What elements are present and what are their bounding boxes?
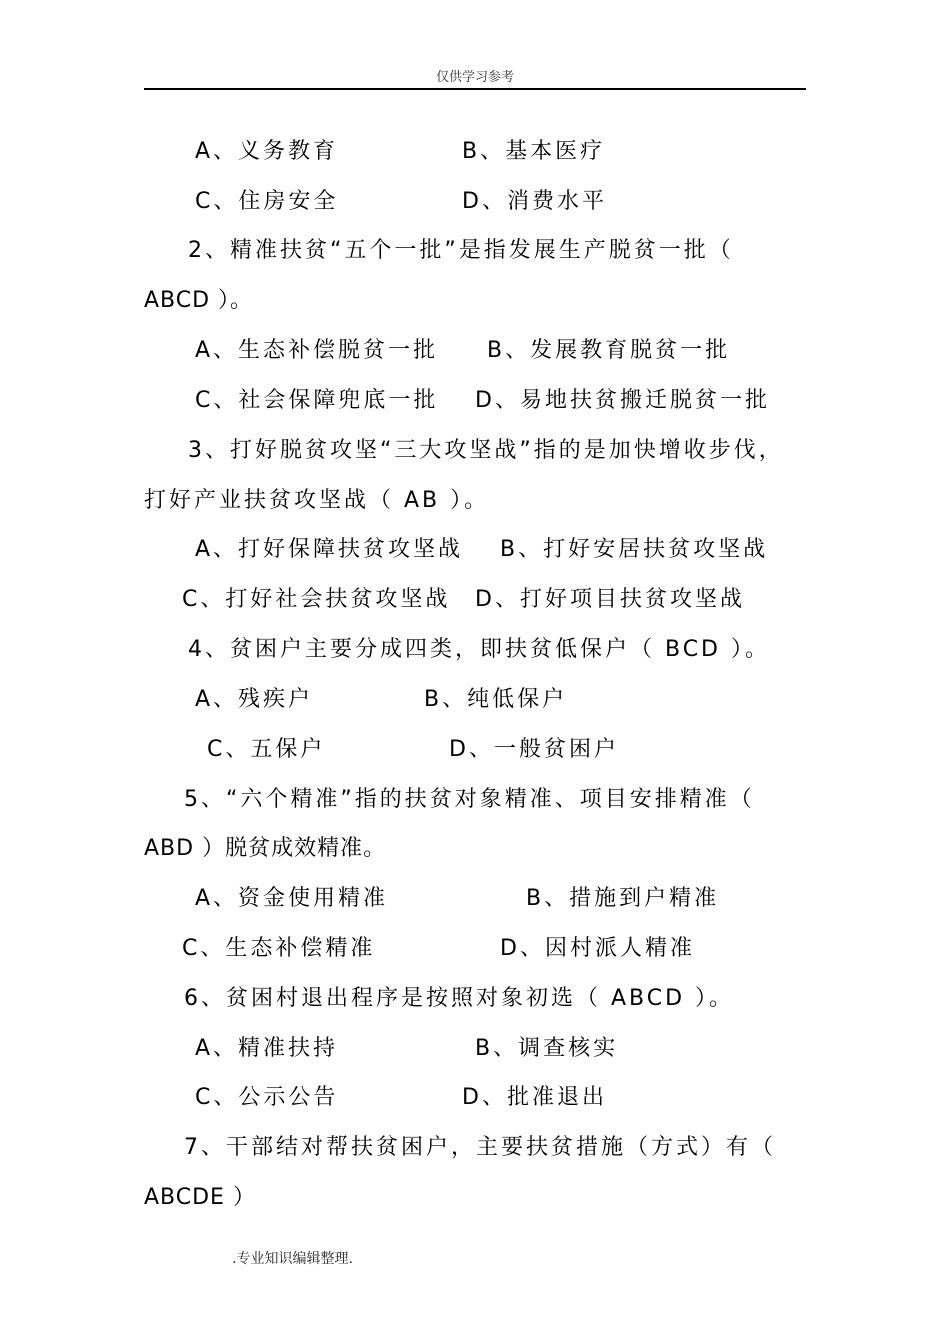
- q3-option-b: B、打好安居扶贫攻坚战: [500, 537, 769, 562]
- q3-stem: 3、打好脱贫攻坚“三大攻坚战”指的是加快增收步伐，: [188, 438, 784, 463]
- q2-option-d: D、易地扶贫搬迁脱贫一批: [475, 388, 770, 413]
- q5-stem: 5、“六个精准”指的扶贫对象精准、项目安排精准（: [184, 787, 755, 812]
- q2-option-c: C、社会保障兜底一批: [195, 388, 439, 413]
- q3-continuation: 打好产业扶贫攻坚战（ AB ）。: [144, 488, 490, 513]
- q6-option-b: B、调查核实: [475, 1036, 619, 1061]
- q1-option-d: D、消费水平: [462, 189, 607, 214]
- q4-stem: 4、贫困户主要分成四类，即扶贫低保户（ BCD ）。: [188, 637, 770, 662]
- q3-option-a: A、打好保障扶贫攻坚战: [195, 537, 464, 562]
- q4-option-b: B、纯低保户: [424, 687, 568, 712]
- q1-option-b: B、基本医疗: [462, 139, 606, 164]
- q5-option-c: C、生态补偿精准: [182, 936, 376, 961]
- q3-option-c: C、打好社会扶贫攻坚战: [182, 587, 451, 612]
- q7-stem: 7、干部结对帮扶贫困户，主要扶贫措施（方式）有（: [184, 1135, 776, 1160]
- q6-option-d: D、批准退出: [462, 1085, 607, 1110]
- q4-option-c: C、五保户: [207, 737, 326, 762]
- q4-option-a: A、残疾户: [195, 687, 314, 712]
- q2-stem: 2、精准扶贫“五个一批”是指发展生产脱贫一批（: [188, 238, 734, 263]
- q1-option-c: C、住房安全: [195, 189, 339, 214]
- q6-option-a: A、精准扶持: [195, 1036, 339, 1061]
- q2-option-a: A、生态补偿脱贫一批: [195, 338, 439, 363]
- q3-option-d: D、打好项目扶贫攻坚战: [475, 587, 745, 612]
- q2-continuation: ABCD ）。: [144, 288, 254, 313]
- page-footer: .专业知识编辑整理.: [232, 1251, 353, 1267]
- q6-stem: 6、贫困村退出程序是按照对象初选（ ABCD ）。: [184, 986, 735, 1011]
- q4-option-d: D、一般贫困户: [449, 737, 619, 762]
- page-header: [144, 64, 806, 90]
- q5-option-d: D、因村派人精准: [500, 936, 695, 961]
- q2-option-b: B、发展教育脱贫一批: [487, 338, 731, 363]
- q5-option-b: B、措施到户精准: [526, 886, 720, 911]
- q5-continuation: ABD ）脱贫成效精准。: [144, 836, 387, 861]
- header-text: 仅供学习参考: [435, 70, 514, 85]
- q7-continuation: ABCDE ）: [144, 1185, 256, 1210]
- q1-option-a: A、义务教育: [195, 139, 339, 164]
- q6-option-c: C、公示公告: [195, 1085, 339, 1110]
- q5-option-a: A、资金使用精准: [195, 886, 389, 911]
